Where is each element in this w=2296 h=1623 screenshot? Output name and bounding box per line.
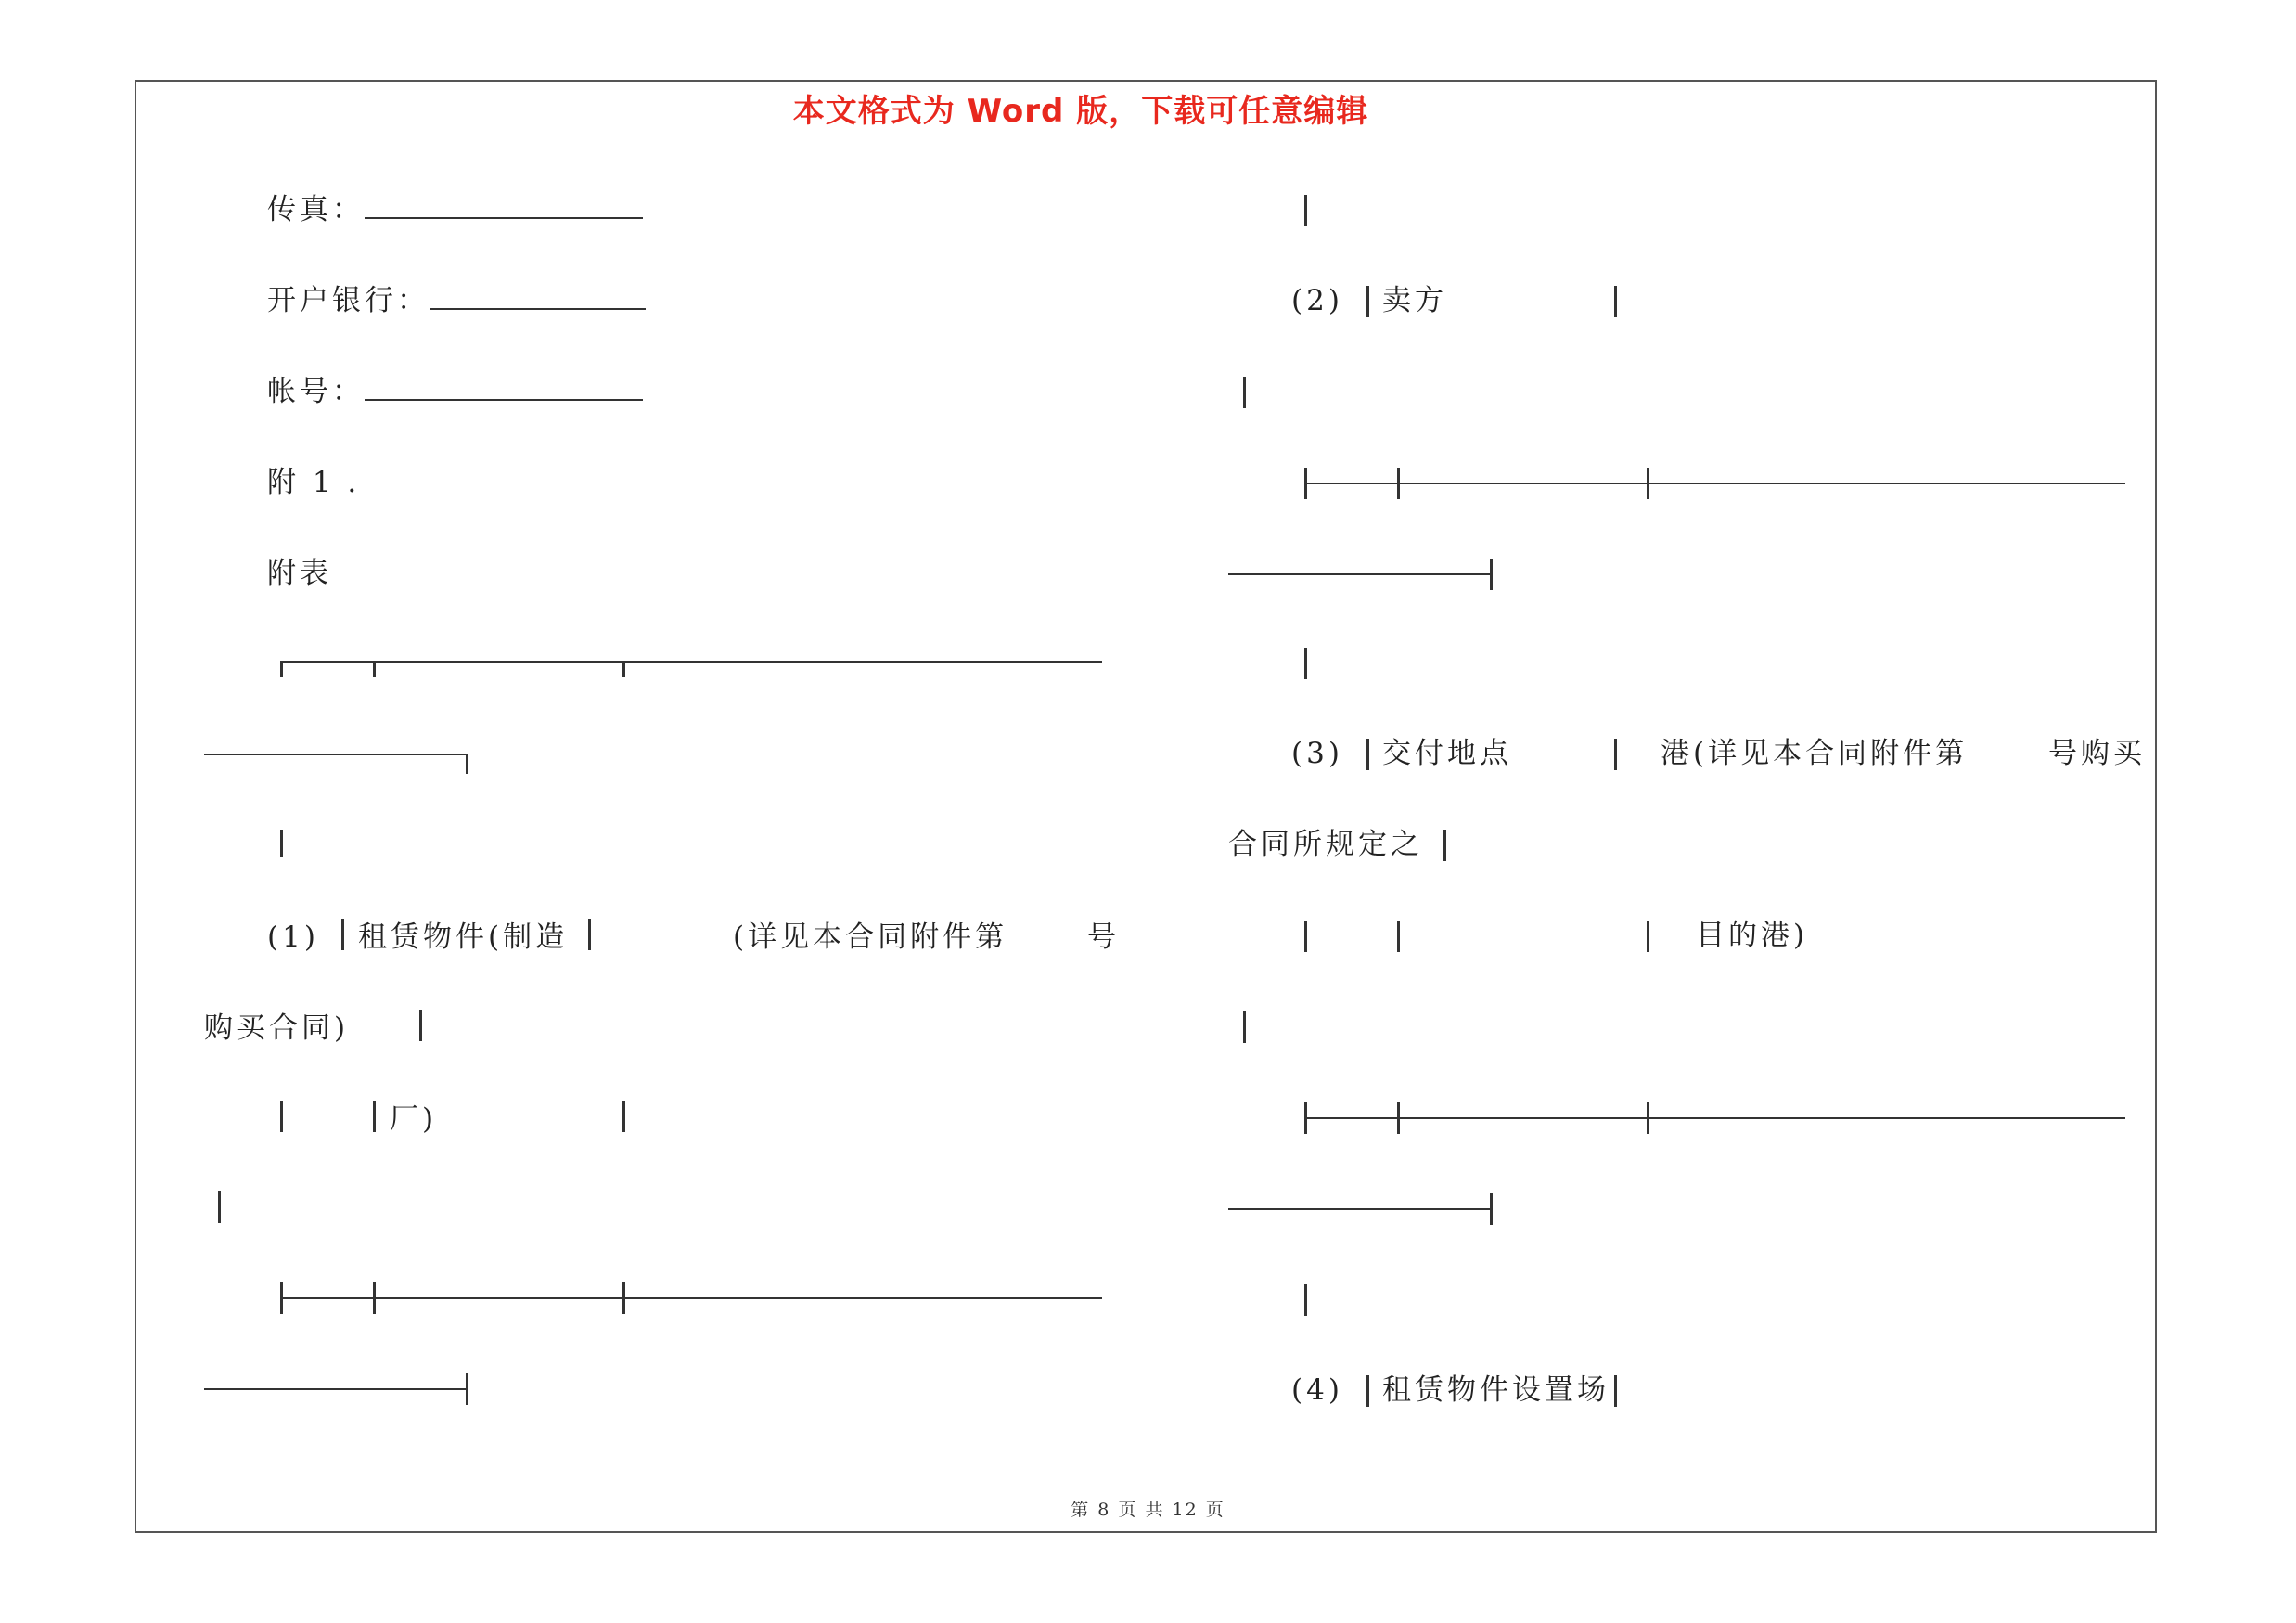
row3-hao: 号购买 <box>2048 737 2146 770</box>
table-top-border <box>280 661 1102 663</box>
table-vbar <box>373 1101 376 1132</box>
table-vbar <box>1304 648 1307 679</box>
table-junction <box>466 1373 468 1405</box>
table-junction <box>1397 468 1400 499</box>
table-vbar <box>1443 830 1446 861</box>
table-tick <box>622 661 625 677</box>
row3-item: 交付地点 <box>1382 737 1512 770</box>
table-vbar <box>218 1191 221 1223</box>
table-junction <box>1304 468 1307 499</box>
row3-port: 港(详见本合同附件第 <box>1661 737 1969 770</box>
table-junction <box>1647 468 1649 499</box>
table-row-divider <box>1304 1117 2125 1119</box>
row2-item: 卖方 <box>1382 284 1447 317</box>
table-vbar <box>1614 739 1617 770</box>
table-junction <box>1490 559 1493 590</box>
table-vbar <box>1614 286 1617 317</box>
table-junction <box>1397 1102 1400 1134</box>
account-label: 帐号： <box>267 375 365 408</box>
table-vbar <box>280 830 283 857</box>
bank-label: 开户银行： <box>267 284 430 317</box>
row3-contract: 合同所规定之 <box>1228 828 1423 861</box>
table-vbar <box>1397 921 1400 952</box>
table-vbar <box>1243 1011 1246 1043</box>
table-row-divider-cont <box>204 1388 466 1390</box>
row2-number: (2) <box>1291 284 1343 317</box>
table-vbar <box>1647 921 1649 952</box>
table-vbar <box>341 919 344 950</box>
table-vbar <box>1304 921 1307 952</box>
table-vbar <box>280 1101 283 1132</box>
row1-factory: 厂) <box>390 1102 438 1136</box>
account-blank[interactable] <box>365 373 643 401</box>
table-junction <box>1647 1102 1649 1134</box>
row1-purchase-contract: 购买合同) <box>204 1011 350 1045</box>
table-vbar <box>1304 1284 1307 1316</box>
table-junction <box>280 1282 283 1314</box>
page-number: 第 8 页 共 12 页 <box>1071 1500 1225 1520</box>
account-field <box>267 373 643 410</box>
table-row-divider-cont <box>1228 1208 1490 1210</box>
table-corner-tr <box>466 754 468 774</box>
table-junction <box>373 1282 376 1314</box>
table-vbar <box>588 919 591 950</box>
word-format-banner: 本文格式为 Word 版，下载可任意编辑 <box>792 93 1369 130</box>
table-vbar <box>1304 195 1307 226</box>
row4-number: (4) <box>1291 1373 1343 1407</box>
table-vbar <box>1366 739 1369 770</box>
row1-item: 租赁物件(制造 <box>358 921 569 954</box>
attachment-table-title: 附表 <box>267 557 332 590</box>
table-junction <box>1490 1193 1493 1225</box>
row1-hao: 号 <box>1087 921 1120 954</box>
table-row-divider <box>280 1297 1102 1299</box>
row4-item: 租赁物件设置场 <box>1382 1373 1610 1407</box>
fax-field <box>267 191 643 228</box>
table-junction <box>622 1282 625 1314</box>
row1-number: (1) <box>267 921 319 954</box>
row3-number: (3) <box>1291 737 1343 770</box>
bank-field <box>267 282 646 319</box>
table-vbar <box>419 1010 422 1041</box>
fax-blank[interactable] <box>365 191 643 219</box>
table-top-border-cont <box>204 754 466 755</box>
table-row-divider-cont <box>1228 573 1490 575</box>
table-vbar <box>1614 1375 1617 1407</box>
table-junction <box>1304 1102 1307 1134</box>
table-vbar <box>622 1101 625 1132</box>
table-tick <box>373 661 376 677</box>
row1-detail: (详见本合同附件第 <box>733 921 1008 954</box>
row3-destination: 目的港) <box>1696 919 1809 952</box>
table-vbar <box>1366 286 1369 317</box>
table-vbar <box>1243 377 1246 408</box>
attachment-1: 附 1 . <box>267 466 361 499</box>
table-row-divider <box>1304 483 2125 484</box>
fax-label: 传真： <box>267 193 365 226</box>
bank-blank[interactable] <box>430 282 646 310</box>
table-corner-tl <box>280 661 283 677</box>
table-vbar <box>1366 1375 1369 1407</box>
